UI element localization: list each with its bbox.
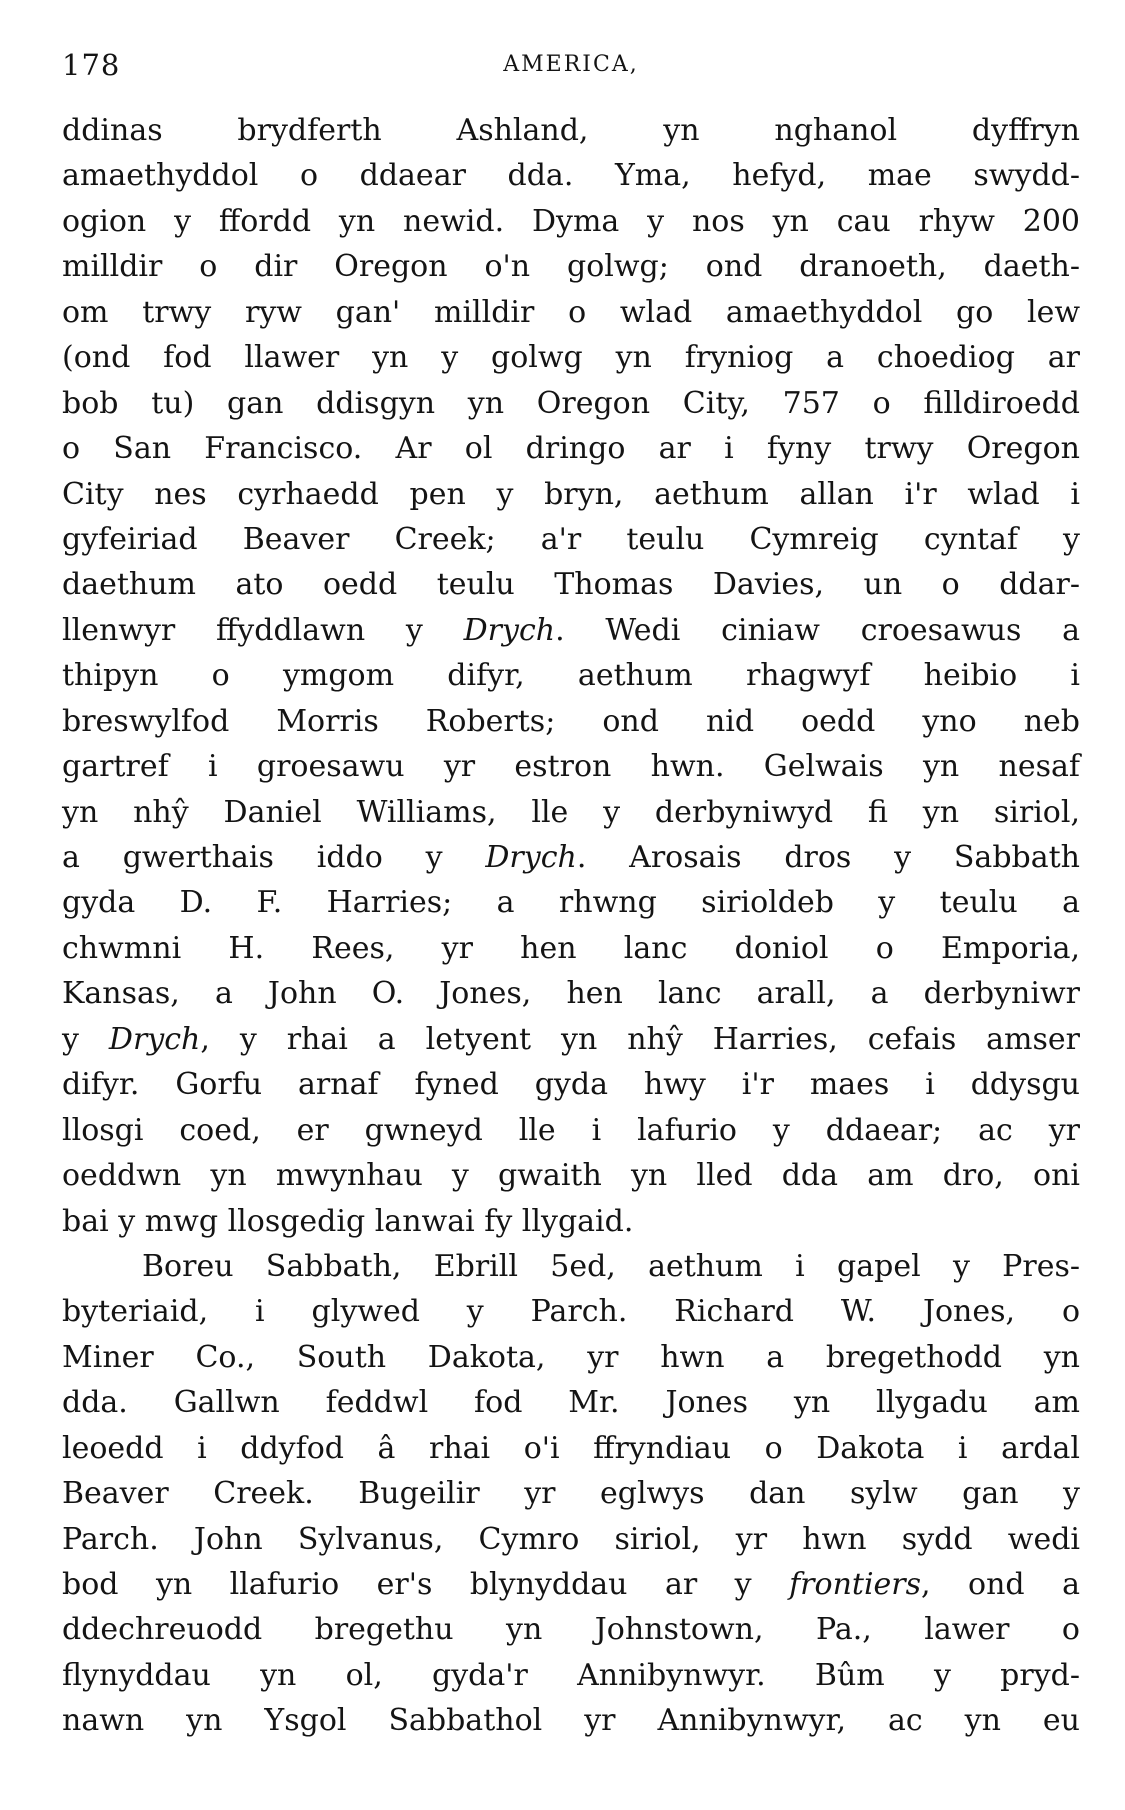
text-line <box>62 926 1080 971</box>
text-line <box>62 1017 1080 1062</box>
line-text: byteriaid, i glywed y Parch. Richard W. Jones, o <box>62 1294 1080 1330</box>
text-line <box>62 381 1080 426</box>
text-line <box>62 517 1080 562</box>
line-text: amaethyddol o ddaear dda. Yma, hefyd, mae swydd- <box>62 158 1080 194</box>
text-line <box>62 1517 1080 1562</box>
text-line <box>62 153 1080 198</box>
line-text: . Wedi ciniaw croesawus a <box>555 612 1080 648</box>
text-line <box>62 290 1080 335</box>
text-line <box>62 1244 1080 1289</box>
page-number: 178 <box>62 48 121 82</box>
text-line <box>62 108 1080 153</box>
line-text: leoedd i ddyfod â rhai o'i ffryndiau o Dakota i ardal <box>62 1430 1080 1466</box>
text-line <box>62 335 1080 380</box>
line-text: milldir o dir Oregon o'n golwg; ond dranoeth, daeth- <box>62 249 1080 285</box>
line-text: nawn yn Ysgol Sabbathol yr Annibynwyr, ac yn eu <box>62 1703 1080 1739</box>
line-text: breswylfod Morris Roberts; ond nid oedd yno neb <box>62 703 1080 739</box>
text-line <box>62 699 1080 744</box>
line-text: yn nhŷ Daniel Williams, lle y derbyniwyd fi yn siriol, <box>62 794 1080 830</box>
line-text: oeddwn yn mwynhau y gwaith yn lled dda am dro, oni <box>62 1158 1080 1194</box>
italic-text: Drych <box>463 612 556 648</box>
line-text: chwmni H. Rees, yr hen lanc doniol o Emporia, <box>62 930 1080 966</box>
line-text: , y rhai a letyent yn nhŷ Harries, cefais amser <box>200 1021 1080 1057</box>
line-text: gyfeiriad Beaver Creek; a'r teulu Cymreig cyntaf y <box>62 521 1080 557</box>
line-text: gartref i groesawu yr estron hwn. Gelwais yn nesaf <box>62 749 1080 785</box>
text-line <box>62 1153 1080 1198</box>
line-text: bai y mwg llosgedig lanwai fy llygaid. <box>62 1203 634 1239</box>
line-text: (ond fod llawer yn y golwg yn fryniog a choediog ar <box>62 340 1080 376</box>
text-line <box>62 653 1080 698</box>
text-line <box>62 1335 1080 1380</box>
text-line <box>62 1562 1080 1607</box>
text-line <box>62 1380 1080 1425</box>
line-text: Miner Co., South Dakota, yr hwn a bregethodd yn <box>62 1339 1080 1375</box>
text-line <box>62 1471 1080 1516</box>
text-line <box>62 426 1080 471</box>
line-text: Parch. John Sylvanus, Cymro siriol, yr hwn sydd wedi <box>62 1521 1080 1557</box>
text-line <box>62 744 1080 789</box>
text-line <box>62 608 1080 653</box>
text-line <box>62 790 1080 835</box>
text-line <box>62 971 1080 1016</box>
text-line <box>62 880 1080 925</box>
line-text: ddechreuodd bregethu yn Johnstown, Pa., lawer o <box>62 1612 1080 1648</box>
text-line <box>62 1426 1080 1471</box>
italic-text: Drych <box>485 840 577 875</box>
text-line <box>62 1062 1080 1107</box>
line-text: gyda D. F. Harries; a rhwng sirioldeb y teulu a <box>62 885 1080 921</box>
line-text: bod yn llafurio er's blynyddau ar y <box>62 1567 790 1602</box>
text-line <box>62 1653 1080 1698</box>
line-text: om trwy ryw gan' milldir o wlad amaethyddol go lew <box>62 294 1080 330</box>
text-line <box>62 472 1080 517</box>
line-text: daethum ato oedd teulu Thomas Davies, un o ddar- <box>62 567 1080 603</box>
text-line <box>62 1199 1080 1244</box>
line-text: y <box>62 1021 109 1057</box>
italic-text: Drych <box>108 1021 201 1057</box>
line-text: ddinas brydferth Ashland, yn nghanol dyffryn <box>62 113 1080 148</box>
running-title: AMERICA, <box>503 52 639 77</box>
text-line <box>62 562 1080 607</box>
line-text: Boreu Sabbath, Ebrill 5ed, aethum i gapel y Pres- <box>142 1248 1080 1284</box>
line-text: , ond a <box>921 1567 1080 1602</box>
running-head <box>62 48 1080 88</box>
text-line <box>62 199 1080 244</box>
line-text: ogion y ffordd yn newid. Dyma y nos yn cau rhyw 200 <box>62 203 1080 239</box>
text-line <box>62 835 1080 880</box>
text-line <box>62 244 1080 289</box>
line-text: llosgi coed, er gwneyd lle i lafurio y ddaear; ac yr <box>62 1112 1080 1148</box>
line-text: difyr. Gorfu arnaf fyned gyda hwy i'r maes i ddysgu <box>62 1067 1080 1103</box>
line-text: City nes cyrhaedd pen y bryn, aethum allan i'r wlad i <box>62 476 1080 512</box>
line-text: bob tu) gan ddisgyn yn Oregon City, 757 o filldiroedd <box>62 385 1080 421</box>
line-text: thipyn o ymgom difyr, aethum rhagwyf heibio i <box>62 658 1080 694</box>
line-text: Kansas, a John O. Jones, hen lanc arall, a derbyniwr <box>62 976 1080 1012</box>
text-line <box>62 1698 1080 1743</box>
text-line <box>62 1607 1080 1652</box>
line-text: a gwerthais iddo y <box>62 840 486 875</box>
line-text: . Arosais dros y Sabbath <box>576 840 1080 875</box>
text-line <box>62 1108 1080 1153</box>
line-text: llenwyr ffyddlawn y <box>62 612 464 648</box>
text-line <box>62 1289 1080 1334</box>
italic-text: frontiers <box>789 1567 922 1602</box>
line-text: Beaver Creek. Bugeilir yr eglwys dan sylw gan y <box>62 1476 1080 1512</box>
line-text: o San Francisco. Ar ol dringo ar i fyny trwy Oregon <box>62 431 1080 467</box>
line-text: dda. Gallwn feddwl fod Mr. Jones yn llygadu am <box>62 1385 1080 1421</box>
line-text: flynyddau yn ol, gyda'r Annibynwyr. Bûm y pryd- <box>62 1657 1080 1693</box>
body-text <box>62 108 1080 1744</box>
